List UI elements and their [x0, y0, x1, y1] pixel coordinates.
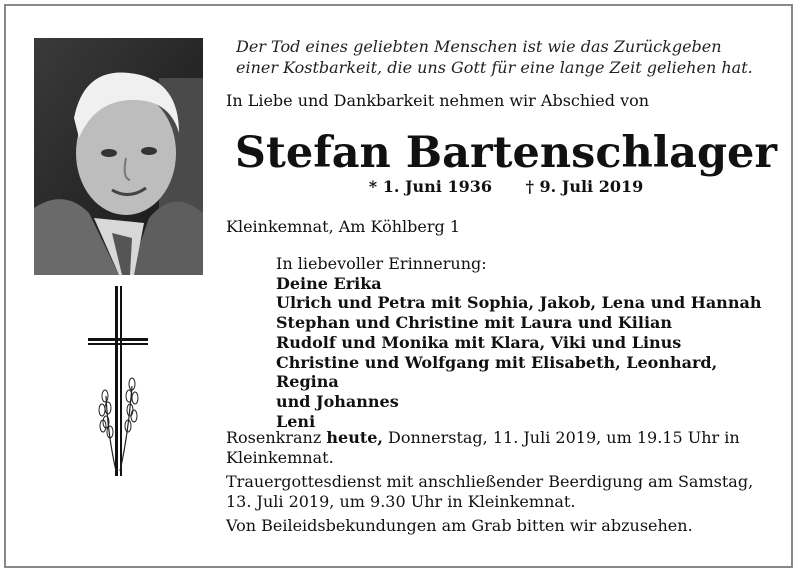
life-dates	[226, 177, 786, 196]
death-date: † 9. Juli 2019	[525, 177, 644, 196]
rosary-post: Donnerstag, 11. Juli 2019, um 19.15 Uhr in Kleinkemnat.	[226, 428, 740, 467]
family-member: Stephan und Christine mit Laura und Kilian	[276, 313, 673, 333]
intro-text: In Liebe und Dankbarkeit nehmen wir Abschied von	[226, 91, 650, 110]
family-member: Deine Erika	[276, 273, 382, 293]
service-info	[226, 428, 774, 540]
cross-with-wheat-icon	[88, 286, 148, 476]
family-member: Ulrich und Petra mit Sophia, Jakob, Lena und Hannah	[276, 293, 762, 313]
rosary-info	[226, 428, 774, 468]
condolence-note: Von Beileidsbekundungen am Grab bitten wir abzusehen.	[226, 516, 693, 535]
portrait-photo	[34, 38, 203, 275]
quote-line-1: Der Tod eines geliebten Menschen ist wie das Zurückgeben	[236, 37, 722, 56]
family-member: Leni	[276, 411, 316, 431]
funeral-info: Trauergottesdienst mit anschließender Beerdigung am Samstag, 13. Juli 2019, um 9.30 Uhr in Kleinkemnat.	[226, 472, 754, 511]
rosary-today: heute,	[326, 428, 383, 447]
family-list	[276, 254, 776, 431]
deceased-name: Stefan Bartenschlager	[234, 128, 778, 178]
quote-line-2: einer Kostbarkeit, die uns Gott für eine lange Zeit geliehen hat.	[236, 58, 753, 77]
family-lead: In liebevoller Erinnerung:	[276, 254, 487, 273]
rosary-pre: Rosenkranz	[226, 428, 327, 447]
memorial-quote	[236, 36, 776, 78]
address: Kleinkemnat, Am Köhlberg 1	[226, 217, 460, 236]
birth-date: * 1. Juni 1936	[368, 177, 492, 196]
family-member: Christine und Wolfgang mit Elisabeth, Leonhard, Regina	[276, 352, 718, 392]
family-member: und Johannes	[276, 391, 399, 411]
family-member: Rudolf und Monika mit Klara, Viki und Linus	[276, 332, 682, 352]
